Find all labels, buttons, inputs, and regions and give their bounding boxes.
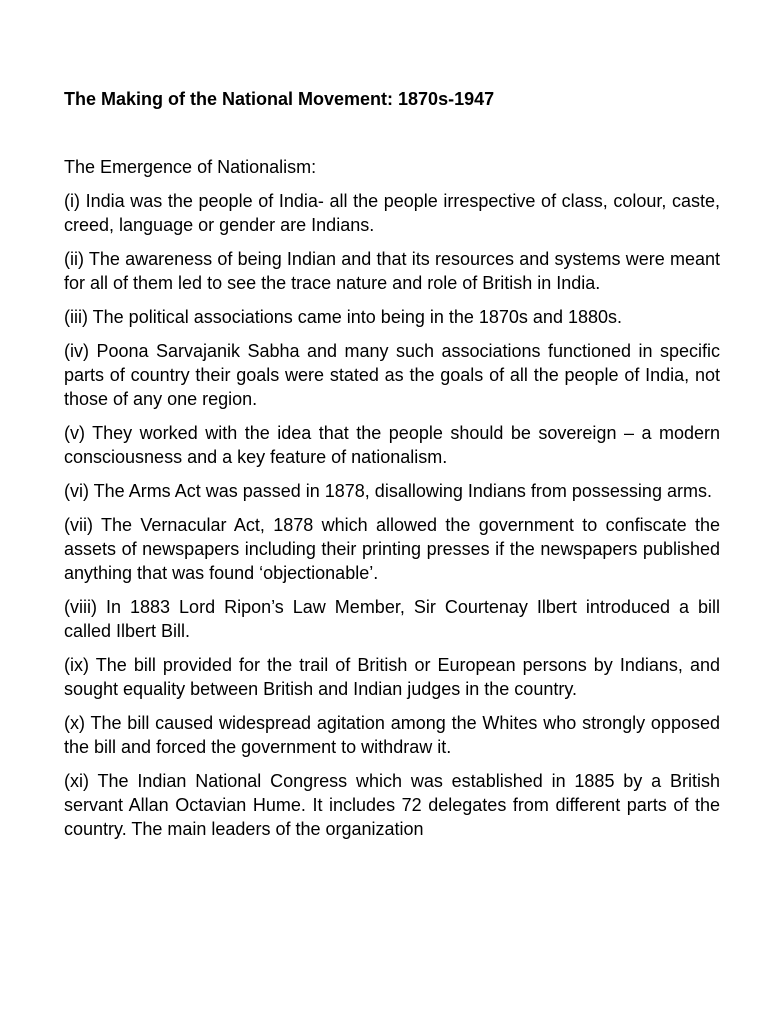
document-title: The Making of the National Movement: 1870s-1947 bbox=[64, 89, 495, 109]
section-heading: The Emergence of Nationalism: bbox=[64, 157, 317, 177]
list-item: (ix) The bill provided for the trail of British or European persons by Indians, and sought equality between British and Indian judges in the country. bbox=[64, 655, 720, 699]
document-page bbox=[64, 87, 720, 851]
list-item: (iii) The political associations came into being in the 1870s and 1880s. bbox=[64, 307, 622, 327]
list-item: (x) The bill caused widespread agitation among the Whites who strongly opposed the bill and forced the government to withdraw it. bbox=[64, 713, 720, 757]
list-item: (iv) Poona Sarvajanik Sabha and many such associations functioned in specific parts of country their goals were stated as the goals of all the people of India, not those of any one region. bbox=[64, 341, 720, 409]
list-item: (v) They worked with the idea that the people should be sovereign – a modern consciousness and a key feature of nationalism. bbox=[64, 423, 720, 467]
list-item: (vii) The Vernacular Act, 1878 which allowed the government to confiscate the assets of newspapers including their printing presses if the newspapers published anything that was found ‘objectionable’. bbox=[64, 515, 720, 583]
list-item: (i) India was the people of India- all the people irrespective of class, colour, caste, creed, language or gender are Indians. bbox=[64, 191, 720, 235]
list-item: (ii) The awareness of being Indian and that its resources and systems were meant for all of them led to see the trace nature and role of British in India. bbox=[64, 249, 720, 293]
list-item: (xi) The Indian National Congress which was established in 1885 by a British servant Allan Octavian Hume. It includes 72 delegates from different parts of the country. The main leaders of the organization bbox=[64, 771, 720, 839]
list-item: (vi) The Arms Act was passed in 1878, disallowing Indians from possessing arms. bbox=[64, 481, 712, 501]
list-item: (viii) In 1883 Lord Ripon’s Law Member, Sir Courtenay Ilbert introduced a bill called Ilbert Bill. bbox=[64, 597, 720, 641]
